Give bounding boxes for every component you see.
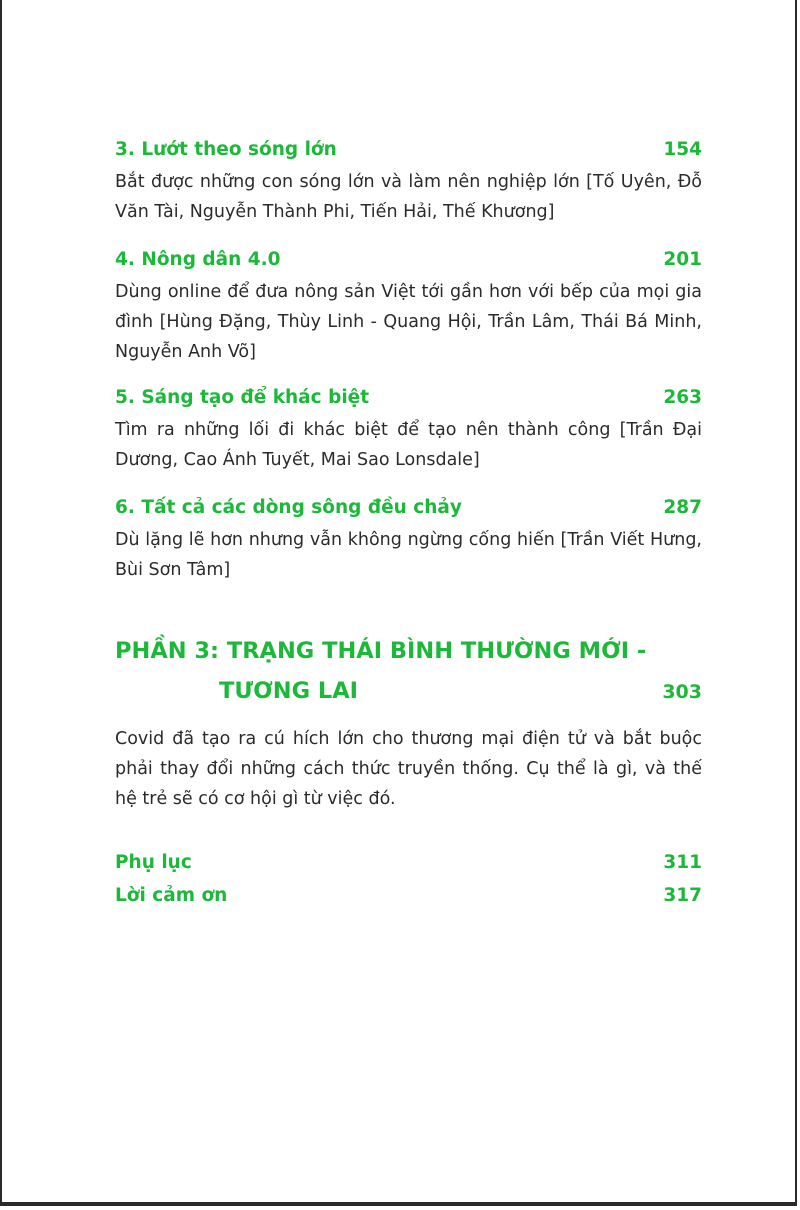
thanks-entry[interactable] <box>115 879 702 912</box>
thanks-page: 317 <box>663 885 702 906</box>
toc-entry-header[interactable] <box>115 385 702 411</box>
toc-entry-description: Tìm ra những lối đi khác biệt để tạo nên thành công [Trần Đại Dương, Cao Ánh Tuyết, Mai Sao Lonsdale] <box>115 420 702 470</box>
toc-entry <box>115 495 702 631</box>
toc-entry-title: 4. Nông dân 4.0 <box>115 249 281 270</box>
appendix-label: Phụ lục <box>115 852 192 873</box>
toc-entry-page: 201 <box>663 249 702 270</box>
toc-entry-title: 5. Sáng tạo để khác biệt <box>115 387 370 408</box>
appendix-page: 311 <box>663 852 702 873</box>
toc-entry-header[interactable] <box>115 247 702 273</box>
toc-entry-description: Bắt được những con sóng lớn và làm nên nghiệp lớn [Tố Uyên, Đỗ Văn Tài, Nguyễn Thành Phi, Tiến Hải, Thế Khương] <box>115 172 702 222</box>
back-matter <box>115 846 702 912</box>
toc-entry-header[interactable] <box>115 495 702 521</box>
appendix-entry[interactable] <box>115 846 702 879</box>
toc-entry-header[interactable] <box>115 137 702 163</box>
toc-entry-title: 3. Lướt theo sóng lớn <box>115 139 337 160</box>
toc-entry-page: 287 <box>663 497 702 518</box>
part-3-subtitle: TƯƠNG LAI <box>219 678 359 704</box>
toc-entry-page: 154 <box>663 139 702 160</box>
part-3-page: 303 <box>662 681 702 703</box>
toc-entry-page: 263 <box>663 387 702 408</box>
toc-entry <box>115 247 702 385</box>
toc-entry <box>115 385 702 495</box>
toc-entry-title: 6. Tất cả các dòng sông đều chảy <box>115 497 462 518</box>
table-of-contents <box>115 137 702 912</box>
toc-entry-description: Dù lặng lẽ hơn nhưng vẫn không ngừng cống hiến [Trần Viết Hưng, Bùi Sơn Tâm] <box>115 530 702 580</box>
toc-entry <box>115 137 702 247</box>
part-3-section <box>115 631 702 814</box>
part-3-description: Covid đã tạo ra cú hích lớn cho thương mại điện tử và bắt buộc phải thay đổi những cách thức truyền thống. Cụ thể là gì, và thế hệ trẻ sẽ có cơ hội gì từ việc đó. <box>115 729 702 809</box>
toc-entry-description: Dùng online để đưa nông sản Việt tới gần hơn với bếp của mọi gia đình [Hùng Đặng, Thùy Linh - Quang Hội, Trần Lâm, Thái Bá Minh, Nguyễn Anh Võ] <box>115 282 702 362</box>
thanks-label: Lời cảm ơn <box>115 885 228 906</box>
part-3-title-line2[interactable] <box>115 671 702 712</box>
part-3-title: PHẦN 3: TRẠNG THÁI BÌNH THƯỜNG MỚI - <box>115 638 647 664</box>
part-3-title-line1[interactable] <box>115 631 702 671</box>
